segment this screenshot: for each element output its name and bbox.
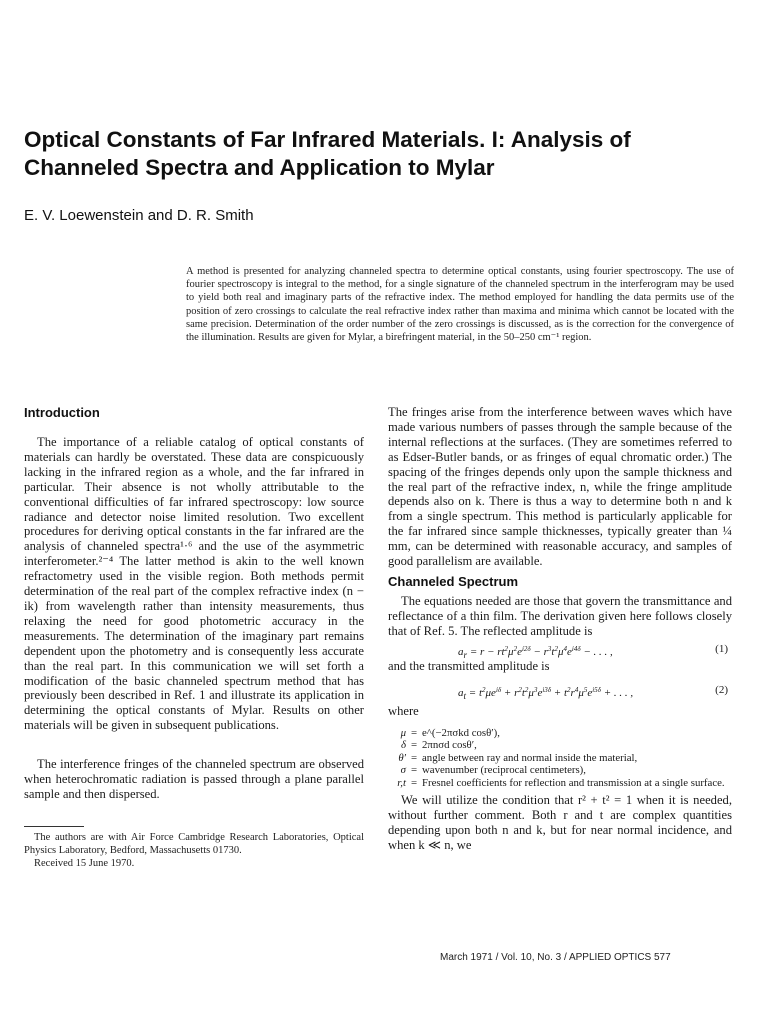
equation-1-number: (1) bbox=[715, 642, 728, 655]
paper-authors: E. V. Loewenstein and D. R. Smith bbox=[24, 207, 254, 224]
abstract: A method is presented for analyzing channeled spectra to determine optical constants, using fourier spectroscopy. The use of fourier spectroscopy is integral to the method, for a single signature of the channeled spectrum in the interferogram may be used to yield both real and imaginary parts of the refractive index. The method employed for handling the data permits use of the position of zero crossings to calculate the real refractive index rather than maxima and minima which cannot be located with the same precision. Determination of the order number of the zero crossings is discussed, as is the correction for the convergence of the illumination. Results are given for Mylar, a birefringent material, in the 50–250 cm⁻¹ region. bbox=[186, 266, 734, 344]
where-label: where bbox=[388, 703, 419, 718]
footnote-divider bbox=[24, 826, 84, 827]
equation-2 bbox=[388, 680, 732, 700]
paper-title: Optical Constants of Far Infrared Materials. I: Analysis of Channeled Spectra and Application to Mylar bbox=[24, 127, 631, 180]
section-heading-introduction: Introduction bbox=[24, 405, 100, 420]
channeled-paragraph: The equations needed are those that govern the transmittance and reflectance of a thin film. The derivation given here follows closely that of Ref. 5. The reflected amplitude is bbox=[388, 593, 732, 638]
definition-row: σ = wavenumber (reciprocal centimeters), bbox=[400, 764, 586, 777]
page-footer: March 1971 / Vol. 10, No. 3 / APPLIED OPTICS 577 bbox=[440, 952, 671, 963]
fringes-paragraph: The fringes arise from the interference between waves which have made various numbers of passes through the sample because of the internal reflections at the surfaces. (They are sometimes referred to as Edser-Butler bands, or as fringes of equal chromatic order.) The spacing of the fringes depends only upon the sample thickness and the real part of the refractive index, n, while the fringe amplitude depends also on k. There is thus a way to determine both n and k from a single spectrum. This method is particularly applicable for the far infrared since sample thicknesses, typically greater than ¼ mm, can be determined with reasonable accuracy, and samples of good parallelism are available. bbox=[388, 405, 732, 569]
transmitted-intro: and the transmitted amplitude is bbox=[388, 658, 550, 673]
intro-paragraph-1: The importance of a reliable catalog of optical constants of materials can hardly be overstated. These data are conspicuously lacking in the infrared region as a whole, and the far infrared in particular. Their absence is not wholly attributable to the conventional difficulties of far infrared spectroscopy: low source radiance and detector noise limited resolution. Two excellent procedures for deriving optical constants in the far infrared are the analysis of channeled spectra¹·⁶ and the use of the asymmetric interferometer.²⁻⁴ The latter method is akin to the well known refractometry used in the visible region. Both methods permit determination of the real part of the complex refractive index (n − ik) from wavelength rather than intensity measurements, thus relaxing the need for good photometric accuracy in the measurements. The determination of the imaginary part remains dependent upon the photometry and is consequently less accurate than the real part. In this communication we will set forth a modification of the basic channeled spectrum method that has previously been described in Ref. 1 and illustrate its application in determining the optical constants of Mylar. Results on other materials will be given in subsequent publications. bbox=[24, 435, 364, 733]
intro-paragraph-2: The interference fringes of the channeled spectrum are observed when heterochromatic radiation is passed through a plane parallel sample and then dispersed. bbox=[24, 757, 364, 801]
variable-definitions bbox=[388, 727, 732, 790]
footnotes bbox=[24, 831, 364, 870]
definition-row: θ′ = angle between ray and normal inside the material, bbox=[398, 751, 638, 764]
definition-row: r,t = Fresnel coefficients for reflection and transmission at a single surface. bbox=[397, 776, 725, 789]
footnote-received: Received 15 June 1970. bbox=[34, 857, 135, 869]
section-heading-channeled-spectrum: Channeled Spectrum bbox=[388, 573, 519, 589]
equation-1-expression: $a_r = r - rt^2\mu^2e^{i2\delta} - r^3t^2\mu^4e^{i4\delta}$ − . . . , bbox=[458, 644, 613, 660]
definition-row: μ = e^(−2πσkd cosθ′), bbox=[400, 726, 500, 739]
definition-row: δ = 2πnσd cosθ′, bbox=[400, 739, 477, 752]
utilize-paragraph: We will utilize the condition that r² + t² = 1 when it is needed, without further comment. Both r and t are complex quantities depending upon both n and k, but for near normal incidence, and when k ≪ n, we bbox=[388, 793, 732, 853]
right-column bbox=[388, 405, 732, 853]
left-column bbox=[24, 405, 364, 870]
equation-2-number: (2) bbox=[715, 683, 728, 696]
equation-1 bbox=[388, 639, 732, 659]
footnote-affiliation: The authors are with Air Force Cambridge Research Laboratories, Optical Physics Laboratory, Bedford, Massachusetts 01730. bbox=[24, 831, 364, 856]
equation-2-expression: $a_t = t^2\mu e^{i\delta} + r^2t^2\mu^3e^{i3\delta} + t^2r^4\mu^5e^{i5\delta}$ + . . . , bbox=[458, 685, 634, 701]
